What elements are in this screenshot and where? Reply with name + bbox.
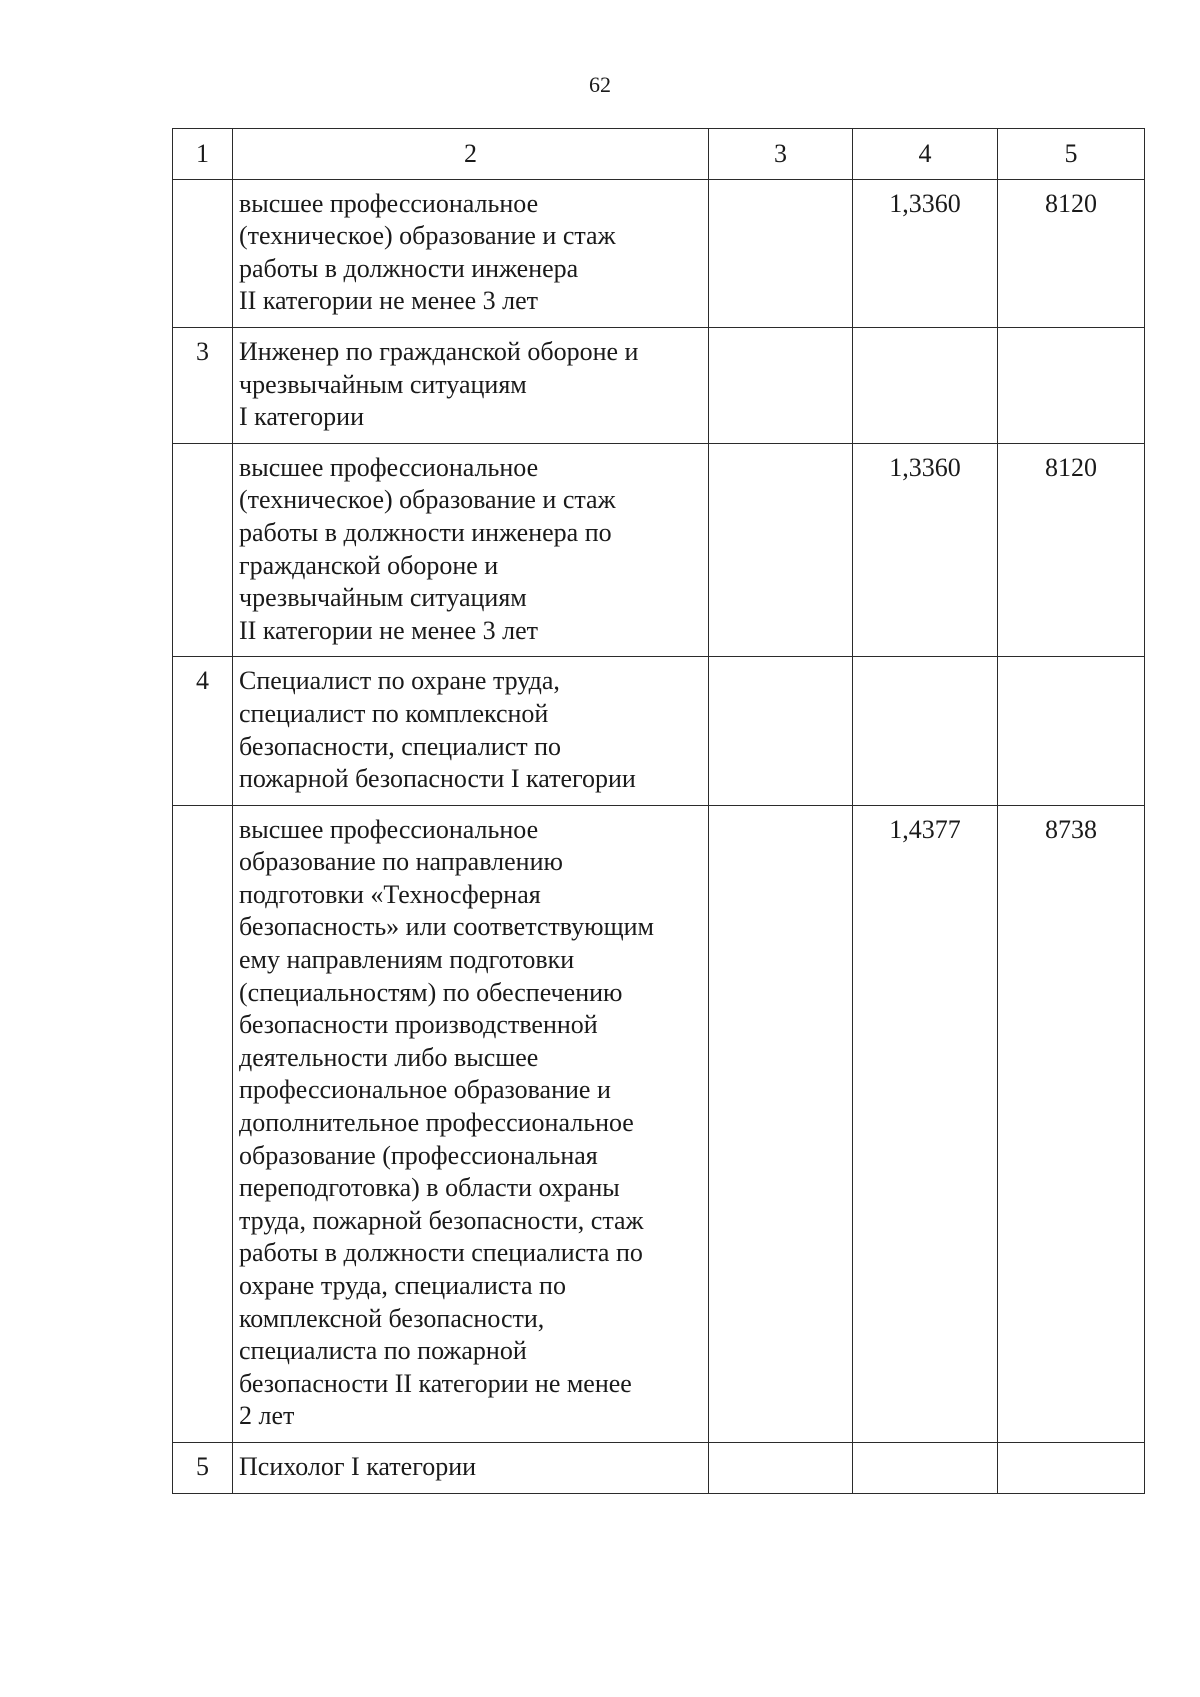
table-row: [173, 179, 1145, 327]
row-amount: [998, 1442, 1145, 1493]
row-col-3: [709, 443, 853, 657]
header-col-1: 1: [173, 129, 233, 180]
row-col-3: [709, 327, 853, 443]
table-row: [173, 805, 1145, 1442]
table-row: [173, 443, 1145, 657]
row-description: Психолог I категории: [233, 1442, 709, 1493]
table-row: [173, 657, 1145, 805]
row-number: [173, 805, 233, 1442]
row-coefficient: [853, 657, 998, 805]
row-number: 5: [173, 1442, 233, 1493]
header-col-2: 2: [233, 129, 709, 180]
row-description: высшее профессиональное (техническое) образование и стаж работы в должности инженера II категории не менее 3 лет: [233, 179, 709, 327]
row-amount: 8120: [998, 443, 1145, 657]
table-header-row: [173, 129, 1145, 180]
row-coefficient: 1,3360: [853, 179, 998, 327]
row-col-3: [709, 657, 853, 805]
row-col-3: [709, 805, 853, 1442]
table-row: [173, 327, 1145, 443]
row-description: Инженер по гражданской обороне и чрезвычайным ситуациям I категории: [233, 327, 709, 443]
salary-table: [172, 128, 1145, 1494]
row-coefficient: 1,4377: [853, 805, 998, 1442]
row-col-3: [709, 1442, 853, 1493]
header-col-5: 5: [998, 129, 1145, 180]
row-description: высшее профессиональное (техническое) образование и стаж работы в должности инженера по гражданской обороне и чрезвычайным ситуациям II категории не менее 3 лет: [233, 443, 709, 657]
page-number: 62: [589, 72, 611, 97]
header-col-3: 3: [709, 129, 853, 180]
row-amount: 8120: [998, 179, 1145, 327]
row-number: 3: [173, 327, 233, 443]
row-description: высшее профессиональное образование по направлению подготовки «Техносферная безопасность» или соответствующим ему направлениям подготовки (специальностям) по обеспечению безопасности производственной деятельности либо высшее профессиональное образование и дополнительное профессиональное образование (профессиональная переподготовка) в области охраны труда, пожарной безопасности, стаж работы в должности специалиста по охране труда, специалиста по комплексной безопасности, специалиста по пожарной безопасности II категории не менее 2 лет: [233, 805, 709, 1442]
row-number: 4: [173, 657, 233, 805]
row-number: [173, 179, 233, 327]
header-col-4: 4: [853, 129, 998, 180]
row-amount: 8738: [998, 805, 1145, 1442]
row-coefficient: [853, 327, 998, 443]
table-row: [173, 1442, 1145, 1493]
row-coefficient: 1,3360: [853, 443, 998, 657]
row-coefficient: [853, 1442, 998, 1493]
row-amount: [998, 657, 1145, 805]
row-description: Специалист по охране труда, специалист по комплексной безопасности, специалист по пожарной безопасности I категории: [233, 657, 709, 805]
row-number: [173, 443, 233, 657]
row-col-3: [709, 179, 853, 327]
row-amount: [998, 327, 1145, 443]
